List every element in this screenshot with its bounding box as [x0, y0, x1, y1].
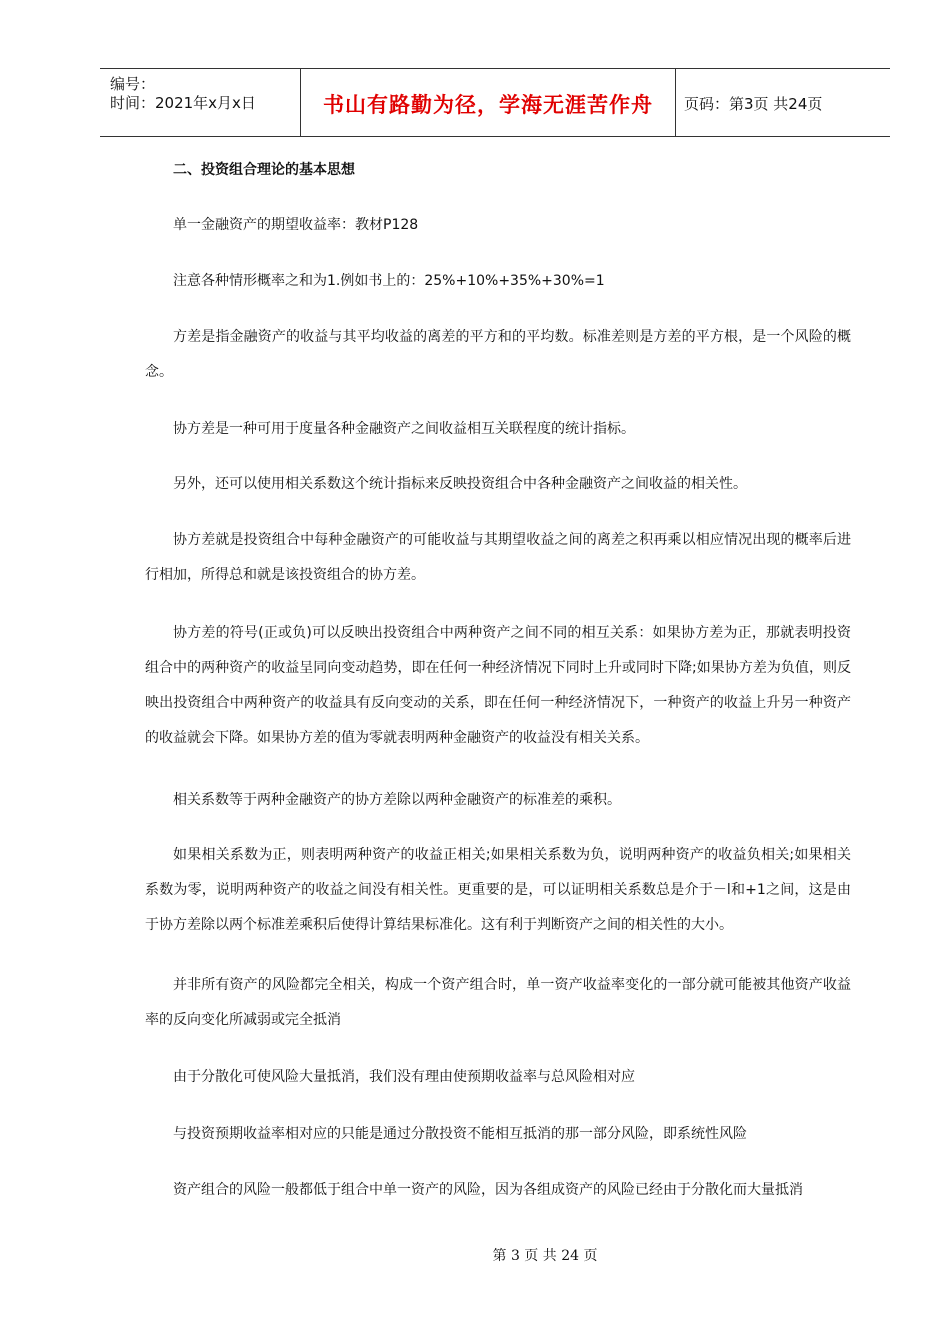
paragraph: 与投资预期收益率相对应的只能是通过分散投资不能相互抵消的那一部分风险，即系统性风险: [173, 1126, 747, 1142]
header-page-cell: [676, 69, 890, 136]
paragraph: 并非所有资产的风险都完全相关，构成一个资产组合时，单一资产收益率变化的一部分就可能被其他资产收益率的反向变化所减弱或完全抵消: [145, 977, 851, 1028]
paragraph: 协方差是一种可用于度量各种金融资产之间收益相互关联程度的统计指标。: [173, 421, 635, 437]
header-page-number: 页码：第3页 共24页: [684, 95, 823, 113]
paragraph: 协方差的符号(正或负)可以反映出投资组合中两种资产之间不同的相互关系：如果协方差为正，那就表明投资组合中的两种资产的收益呈同向变动趋势，即在任何一种经济情况下同时上升或同时下降;如果协方差为负值，则反映出投资组合中两种资产的收益具有反向变动的关系，即在任何一种经济情况下，一种资产的收益上升另一种资产的收益就会下降。如果协方差的值为零就表明两种金融资产的收益没有相关关系。: [145, 625, 851, 746]
paragraph: 资产组合的风险一般都低于组合中单一资产的风险，因为各组成资产的风险已经由于分散化而大量抵消: [173, 1182, 803, 1198]
paragraph: 方差是指金融资产的收益与其平均收益的离差的平方和的平均数。标准差则是方差的平方根，是一个风险的概念。: [145, 329, 851, 380]
paragraph: 协方差就是投资组合中每种金融资产的可能收益与其期望收益之间的离差之积再乘以相应情况出现的概率后进行相加，所得总和就是该投资组合的协方差。: [145, 532, 851, 583]
header-motto: 书山有路勤为径，学海无涯苦作舟: [323, 93, 653, 117]
section-heading: 二、投资组合理论的基本思想: [173, 162, 355, 178]
document-number-label: 编号：: [110, 75, 156, 93]
footer-page-number: 第 3 页 共 24 页: [492, 1248, 598, 1264]
header-motto-cell: [300, 69, 676, 136]
paragraph: 由于分散化可使风险大量抵消，我们没有理由使预期收益率与总风险相对应: [173, 1069, 635, 1085]
paragraph: 另外，还可以使用相关系数这个统计指标来反映投资组合中各种金融资产之间收益的相关性。: [173, 476, 747, 492]
paragraph: 单一金融资产的期望收益率：教材P128: [173, 217, 419, 233]
paragraph: 注意各种情形概率之和为1.例如书上的：25%+10%+35%+30%=1: [173, 273, 605, 289]
page-footer: [0, 1245, 950, 1265]
document-time-label: 时间：2021年x月x日: [110, 94, 256, 112]
page-header: [100, 68, 890, 137]
header-info-cell: [100, 69, 300, 136]
paragraph: 如果相关系数为正，则表明两种资产的收益正相关;如果相关系数为负，说明两种资产的收益负相关;如果相关系数为零，说明两种资产的收益之间没有相关性。更重要的是，可以证明相关系数总是介于－l和+1之间，这是由于协方差除以两个标准差乘积后使得计算结果标准化。这有利于判断资产之间的相关性的大小。: [145, 847, 851, 933]
paragraph: 相关系数等于两种金融资产的协方差除以两种金融资产的标准差的乘积。: [173, 792, 621, 808]
